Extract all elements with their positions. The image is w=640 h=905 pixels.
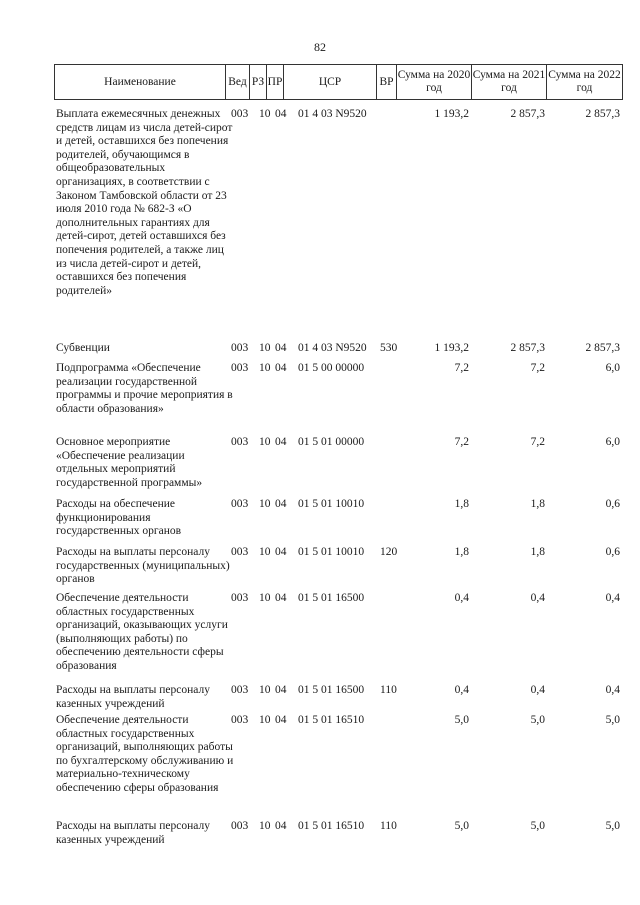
row-csr: 01 5 01 16500 [298,592,365,604]
row-sum-2021: 0,4 [530,592,545,604]
row-ved: 003 [231,436,249,448]
row-rz: 10 [259,436,271,448]
row-rz: 10 [259,820,271,832]
row-sum-2022: 0,6 [605,498,620,510]
row-rz: 10 [259,546,271,558]
row-ved: 003 [231,108,249,120]
header-sum-2020: Сумма на 2020 год [397,65,472,100]
row-csr: 01 5 01 16510 [298,714,365,726]
row-vr: 110 [380,684,397,696]
header-rz: РЗ [250,65,267,100]
row-sum-2020: 5,0 [454,714,469,726]
row-csr: 01 5 01 00000 [298,436,365,448]
header-pr: ПР [267,65,284,100]
header-ved: Вед [226,65,250,100]
header-csr: ЦСР [284,65,377,100]
row-rz: 10 [259,498,271,510]
row-rz: 10 [259,342,271,354]
row-ved: 003 [231,592,249,604]
row-rz: 10 [259,108,271,120]
row-sum-2022: 0,6 [605,546,620,558]
header-sum-2022: Сумма на 2022 год [547,65,623,100]
row-name: Основное мероприятие «Обеспечение реализации отдельных мероприятий государственной программы» [56,436,203,489]
row-csr: 01 5 01 10010 [298,498,365,510]
row-sum-2020: 1,8 [454,498,469,510]
row-sum-2021: 2 857,3 [510,342,545,354]
row-sum-2020: 0,4 [454,684,469,696]
row-sum-2021: 0,4 [530,684,545,696]
row-csr: 01 5 01 16500 [298,684,365,696]
row-sum-2022: 6,0 [605,362,620,374]
row-pr: 04 [275,108,287,120]
row-sum-2021: 5,0 [530,820,545,832]
header-sum-2021: Сумма на 2021 год [472,65,547,100]
row-ved: 003 [231,820,249,832]
row-pr: 04 [275,436,287,448]
row-ved: 003 [231,342,249,354]
header-vr: ВР [377,65,397,100]
row-ved: 003 [231,684,249,696]
row-sum-2021: 2 857,3 [510,108,545,120]
row-sum-2020: 5,0 [454,820,469,832]
row-rz: 10 [259,714,271,726]
header-name: Наименование [55,65,226,100]
row-csr: 01 5 01 16510 [298,820,365,832]
row-csr: 01 4 03 N9520 [298,342,367,354]
row-ved: 003 [231,714,249,726]
row-sum-2021: 7,2 [530,436,545,448]
row-rz: 10 [259,592,271,604]
row-name: Расходы на выплаты персоналу государственных (муниципальных) органов [56,546,230,586]
row-sum-2020: 7,2 [454,362,469,374]
row-vr: 110 [380,820,397,832]
row-name: Обеспечение деятельности областных государственных организаций, выполняющих работы по бухгалтерскому обслуживанию и материально-техническому обеспечению сферы образования [56,714,234,794]
row-sum-2022: 5,0 [605,820,620,832]
row-sum-2020: 1 193,2 [434,342,469,354]
row-vr: 120 [380,546,398,558]
row-sum-2022: 5,0 [605,714,620,726]
row-name: Выплата ежемесячных денежных средств лицам из числа детей-сирот и детей, оставшихся без попечения родителей, обучающимся в общеобразовательных организациях, в соответствии с Законом Тамбовской области от 23 июля 2010 года № 682-З «О дополнительных гарантиях для детей-сирот, детей оставшихся без попечения родителей, а также лиц из числа детей-сирот и детей, оставшихся без попечения родителей» [56,108,233,297]
row-name: Расходы на выплаты персоналу казенных учреждений [56,684,210,710]
row-sum-2021: 7,2 [530,362,545,374]
row-vr: 530 [380,342,398,354]
row-name: Расходы на обеспечение функционирования государственных органов [56,498,182,538]
row-ved: 003 [231,546,249,558]
row-pr: 04 [275,362,287,374]
row-sum-2022: 6,0 [605,436,620,448]
row-sum-2022: 2 857,3 [585,342,620,354]
row-pr: 04 [275,714,287,726]
row-csr: 01 4 03 N9520 [298,108,367,120]
row-sum-2021: 5,0 [530,714,545,726]
row-csr: 01 5 01 10010 [298,546,365,558]
row-sum-2020: 1 193,2 [434,108,469,120]
row-sum-2022: 0,4 [605,684,620,696]
row-pr: 04 [275,820,287,832]
row-name: Субвенции [56,342,110,354]
table-header [54,64,623,100]
row-ved: 003 [231,498,249,510]
row-name: Обеспечение деятельности областных государственных организаций, оказывающих услуги (выполняющих работы) по обеспечению деятельности сферы образования [56,592,228,672]
row-sum-2021: 1,8 [530,498,545,510]
row-rz: 10 [259,684,271,696]
row-sum-2022: 2 857,3 [585,108,620,120]
row-sum-2021: 1,8 [530,546,545,558]
row-sum-2020: 7,2 [454,436,469,448]
row-pr: 04 [275,592,287,604]
row-pr: 04 [275,684,287,696]
row-pr: 04 [275,498,287,510]
page-number: 82 [314,40,326,54]
row-sum-2020: 0,4 [454,592,469,604]
row-pr: 04 [275,342,287,354]
row-csr: 01 5 00 00000 [298,362,365,374]
row-pr: 04 [275,546,287,558]
row-rz: 10 [259,362,271,374]
row-name: Подпрограмма «Обеспечение реализации государственной программы и прочие мероприятия в области образования» [56,362,233,415]
row-sum-2020: 1,8 [454,546,469,558]
row-sum-2022: 0,4 [605,592,620,604]
row-name: Расходы на выплаты персоналу казенных учреждений [56,820,210,846]
row-ved: 003 [231,362,249,374]
